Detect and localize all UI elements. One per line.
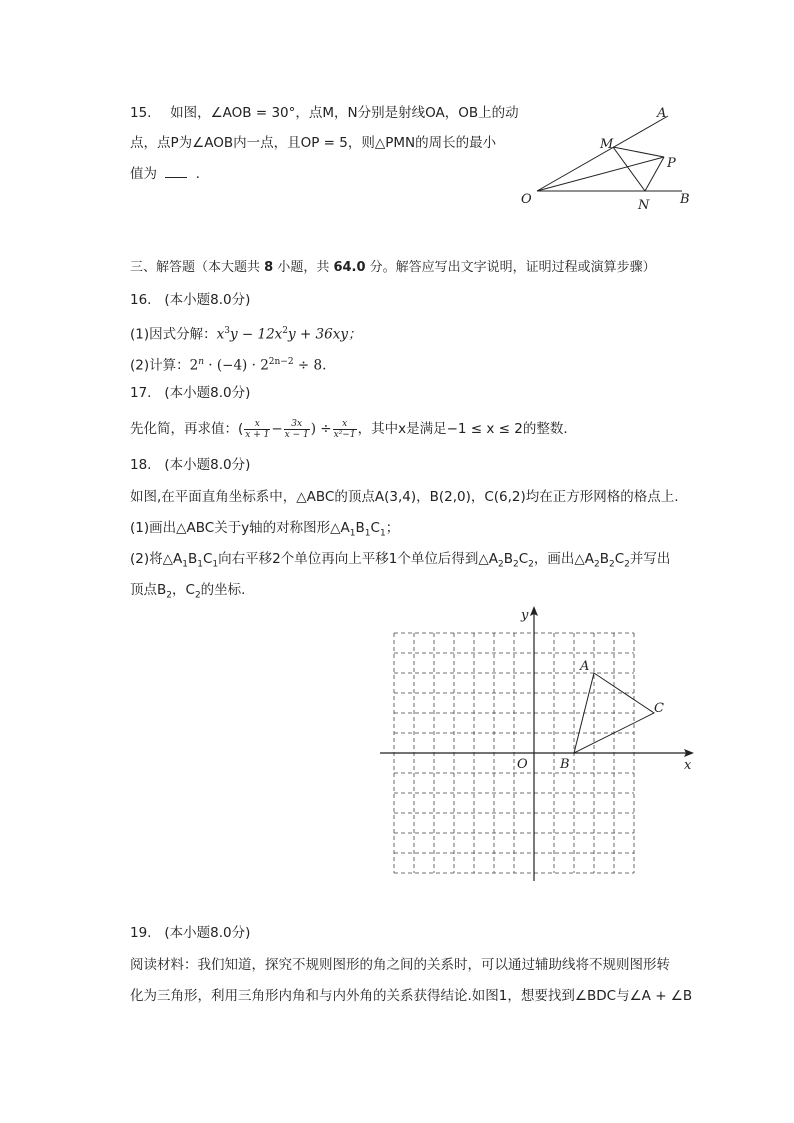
axis-label-x: x bbox=[684, 758, 692, 773]
q15-text-3b: . bbox=[195, 166, 200, 182]
q15-line1 bbox=[130, 103, 519, 123]
coordinate-grid-figure bbox=[376, 600, 706, 890]
section-3-heading: 三、解答题（本大题共 8 小题，共 64.0 分。解答应写出文字说明，证明过程或演算步骤） bbox=[130, 260, 656, 275]
q17-header: 17. (本小题8.0分) bbox=[130, 385, 251, 401]
segment-op bbox=[537, 157, 664, 191]
q18-line2: (1)画出△ABC关于y轴的对称图形$\triangle A_1B_1C_1$； bbox=[130, 520, 400, 539]
segment-mp bbox=[613, 147, 664, 157]
q19-line1: 阅读材料：我们知道，探究不规则图形的角之间的关系时，可以通过辅助线将不规则图形转 bbox=[130, 957, 670, 973]
q18-header: 18. (本小题8.0分) bbox=[130, 457, 251, 473]
label-p: P bbox=[667, 156, 676, 171]
label-o: O bbox=[521, 192, 532, 207]
q15-line2 bbox=[130, 133, 496, 153]
fraction-3: $\frac{x}{\text{x²−1}}$ bbox=[333, 418, 356, 440]
q15-text-3a: 值为 bbox=[130, 166, 157, 182]
q15-figure bbox=[510, 100, 710, 215]
fraction-1: $\frac{x}{x + 1}$ bbox=[245, 418, 270, 440]
q18-line4: 顶点$B_2$，$C_2$的坐标. bbox=[130, 582, 246, 601]
q16-part1: (1)因式分解：$x^3y - 12x^2y + 36xy$； bbox=[130, 326, 362, 343]
q18-line3: (2)将$\triangle A_1B_1C_1$向右平移2个单位再向上平移1个单位后得到$\triangle A_2B_2C_2$，画出$\triangle A_2B_2C_2$并写出 bbox=[130, 551, 671, 570]
q16-part2: (2)计算：$2^n \cdot (-4) \cdot 2^{2n-2} \div 8$. bbox=[130, 357, 327, 374]
label-b: B bbox=[680, 192, 690, 207]
q15-line3 bbox=[130, 164, 200, 184]
origin-label: O bbox=[517, 757, 528, 772]
q19-header: 19. (本小题8.0分) bbox=[130, 925, 251, 941]
segment-pn bbox=[645, 157, 664, 191]
q15-number: 15. bbox=[130, 105, 152, 121]
label-n: N bbox=[638, 198, 650, 213]
label-m: M bbox=[600, 137, 614, 152]
q18-line1: 如图,在平面直角坐标系中，△ABC的顶点A(3,4)，B(2,0)，C(6,2)均在正方形网格的格点上. bbox=[130, 489, 679, 505]
q16-header: 16. (本小题8.0分) bbox=[130, 292, 251, 308]
q17-body: 先化简，再求值：( $\frac{x}{x + 1}$ − $\frac{3x}{x - 1}$ ) ÷ $\frac{x}{\text{x²−1}}$ ，其中x是满足−1 ≤ x ≤ 2的整数. bbox=[130, 418, 568, 440]
fraction-2: $\frac{3x}{x - 1}$ bbox=[284, 418, 309, 440]
axis-label-y: y bbox=[521, 608, 529, 623]
vertex-label-b: B bbox=[560, 757, 570, 772]
q19-line2: 化为三角形，利用三角形内角和与内外角的关系获得结论.如图1，想要找到∠BDC与∠A + ∠B bbox=[130, 988, 693, 1004]
label-a: A bbox=[657, 106, 667, 121]
q15-text-2: 点，点P为∠AOB内一点，且OP = 5，则△PMN的周长的最小 bbox=[130, 135, 497, 151]
vertex-label-c: C bbox=[654, 701, 664, 716]
answer-blank bbox=[165, 165, 187, 178]
q15-text-1: 如图，∠AOB = 30°，点M，N分别是射线OA，OB上的动 bbox=[170, 105, 519, 121]
vertex-label-a: A bbox=[580, 659, 590, 674]
